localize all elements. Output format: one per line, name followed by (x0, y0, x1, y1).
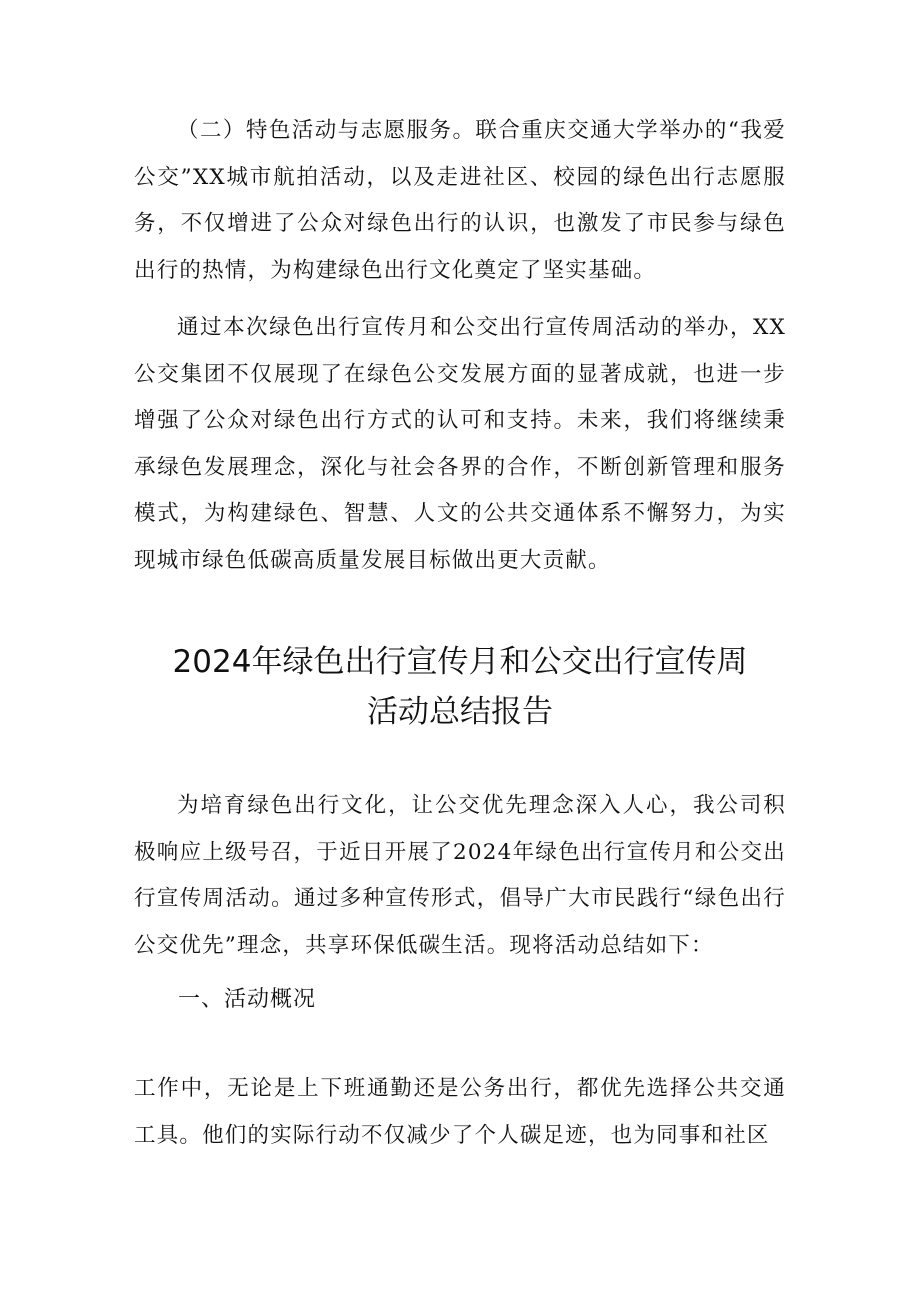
body-paragraph: （二）特色活动与志愿服务。联合重庆交通大学举办的“我爱公交”XX城市航拍活动，以及走进社区、校园的绿色出行志愿服务，不仅增进了公众对绿色出行的认识，也激发了市民参与绿色出行的热情，为构建绿色出行文化奠定了坚实基础。 (134, 118, 786, 283)
section-heading: 一、活动概况 (178, 987, 317, 1012)
body-paragraph: 工作中，无论是上下班通勤还是公务出行，都优先选择公共交通工具。他们的实际行动不仅减少了个人碳足迹，也为同事和社区 (134, 1076, 786, 1148)
body-paragraph: 通过本次绿色出行宣传月和公交出行宣传周活动的举办，XX公交集团不仅展现了在绿色公交发展方面的显著成就，也进一步增强了公众对绿色出行方式的认可和支持。未来，我们将继续秉承绿色发展理念，深化与社会各界的合作，不断创新管理和服务模式，为构建绿色、智慧、人文的公共交通体系不懈努力，为实现城市绿色低碳高质量发展目标做出更大贡献。 (134, 315, 786, 573)
report-title-line: 活动总结报告 (367, 694, 553, 730)
body-paragraph: 为培育绿色出行文化，让公交优先理念深入人心，我公司积极响应上级号召，于近日开展了2024年绿色出行宣传月和公交出行宣传周活动。通过多种宣传形式，倡导广大市民践行“绿色出行公交优先”理念，共享环保低碳生活。现将活动总结如下： (134, 793, 786, 958)
report-title (134, 637, 786, 737)
report-title-line: 2024年绿色出行宣传月和公交出行宣传周 (172, 644, 748, 680)
